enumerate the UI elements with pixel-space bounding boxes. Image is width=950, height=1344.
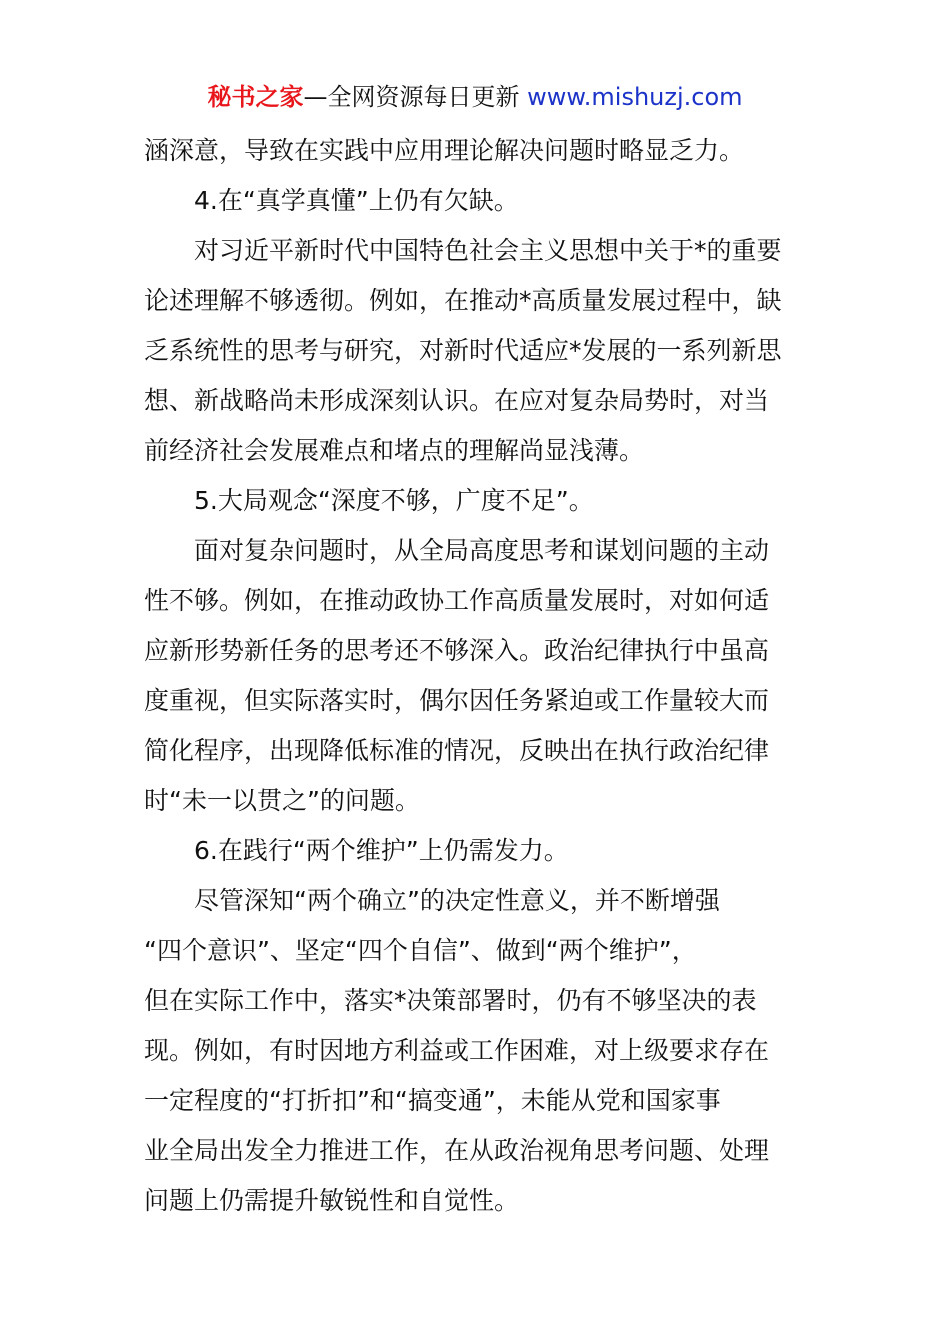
brand-name: 秘书之家	[207, 83, 304, 111]
text-line: 业全局出发全力推进工作，在从政治视角思考问题、处理	[144, 1136, 770, 1165]
text-line: 时“未一以贯之”的问题。	[144, 786, 420, 815]
paragraph-line: 面对复杂问题时，从全局高度思考和谋划问题的主动	[194, 536, 770, 565]
paragraph-line: 对习近平新时代中国特色社会主义思想中关于*的重要	[194, 236, 782, 265]
text-line: 论述理解不够透彻。例如，在推动*高质量发展过程中，缺	[144, 286, 782, 315]
header-tagline: —全网资源每日更新	[303, 83, 528, 111]
site-url-link[interactable]: www.mishuzj.com	[527, 83, 743, 111]
text-line: 想、新战略尚未形成深刻认识。在应对复杂局势时，对当	[144, 386, 770, 415]
text-line: 度重视，但实际落实时，偶尔因任务紧迫或工作量较大而	[144, 686, 770, 715]
text-line: “四个意识”、坚定“四个自信”、做到“两个维护”，	[144, 936, 697, 965]
section-heading-5: 5.大局观念“深度不够，广度不足”。	[194, 486, 594, 515]
text-line: 问题上仍需提升敏锐性和自觉性。	[144, 1186, 520, 1215]
text-line: 现。例如，有时因地方利益或工作困难，对上级要求存在	[144, 1036, 770, 1065]
text-line: 应新形势新任务的思考还不够深入。政治纪律执行中虽高	[144, 636, 770, 665]
text-line: 前经济社会发展难点和堵点的理解尚显浅薄。	[144, 436, 645, 465]
text-line: 但在实际工作中，落实*决策部署时，仍有不够坚决的表	[144, 986, 757, 1015]
paragraph-line: 尽管深知“两个确立”的决定性意义，并不断增强	[194, 886, 720, 915]
text-line: 涵深意，导致在实践中应用理论解决问题时略显乏力。	[144, 136, 745, 165]
site-header	[0, 80, 950, 114]
section-heading-4: 4.在“真学真懂”上仍有欠缺。	[194, 186, 519, 215]
text-line: 简化程序，出现降低标准的情况，反映出在执行政治纪律	[144, 736, 770, 765]
text-line: 一定程度的“打折扣”和“搞变通”，未能从党和国家事	[144, 1086, 721, 1115]
text-line: 性不够。例如，在推动政协工作高质量发展时，对如何适	[144, 586, 770, 615]
document-body	[144, 126, 808, 1226]
section-heading-6: 6.在践行“两个维护”上仍需发力。	[194, 836, 569, 865]
text-line: 乏系统性的思考与研究，对新时代适应*发展的一系列新思	[144, 336, 782, 365]
